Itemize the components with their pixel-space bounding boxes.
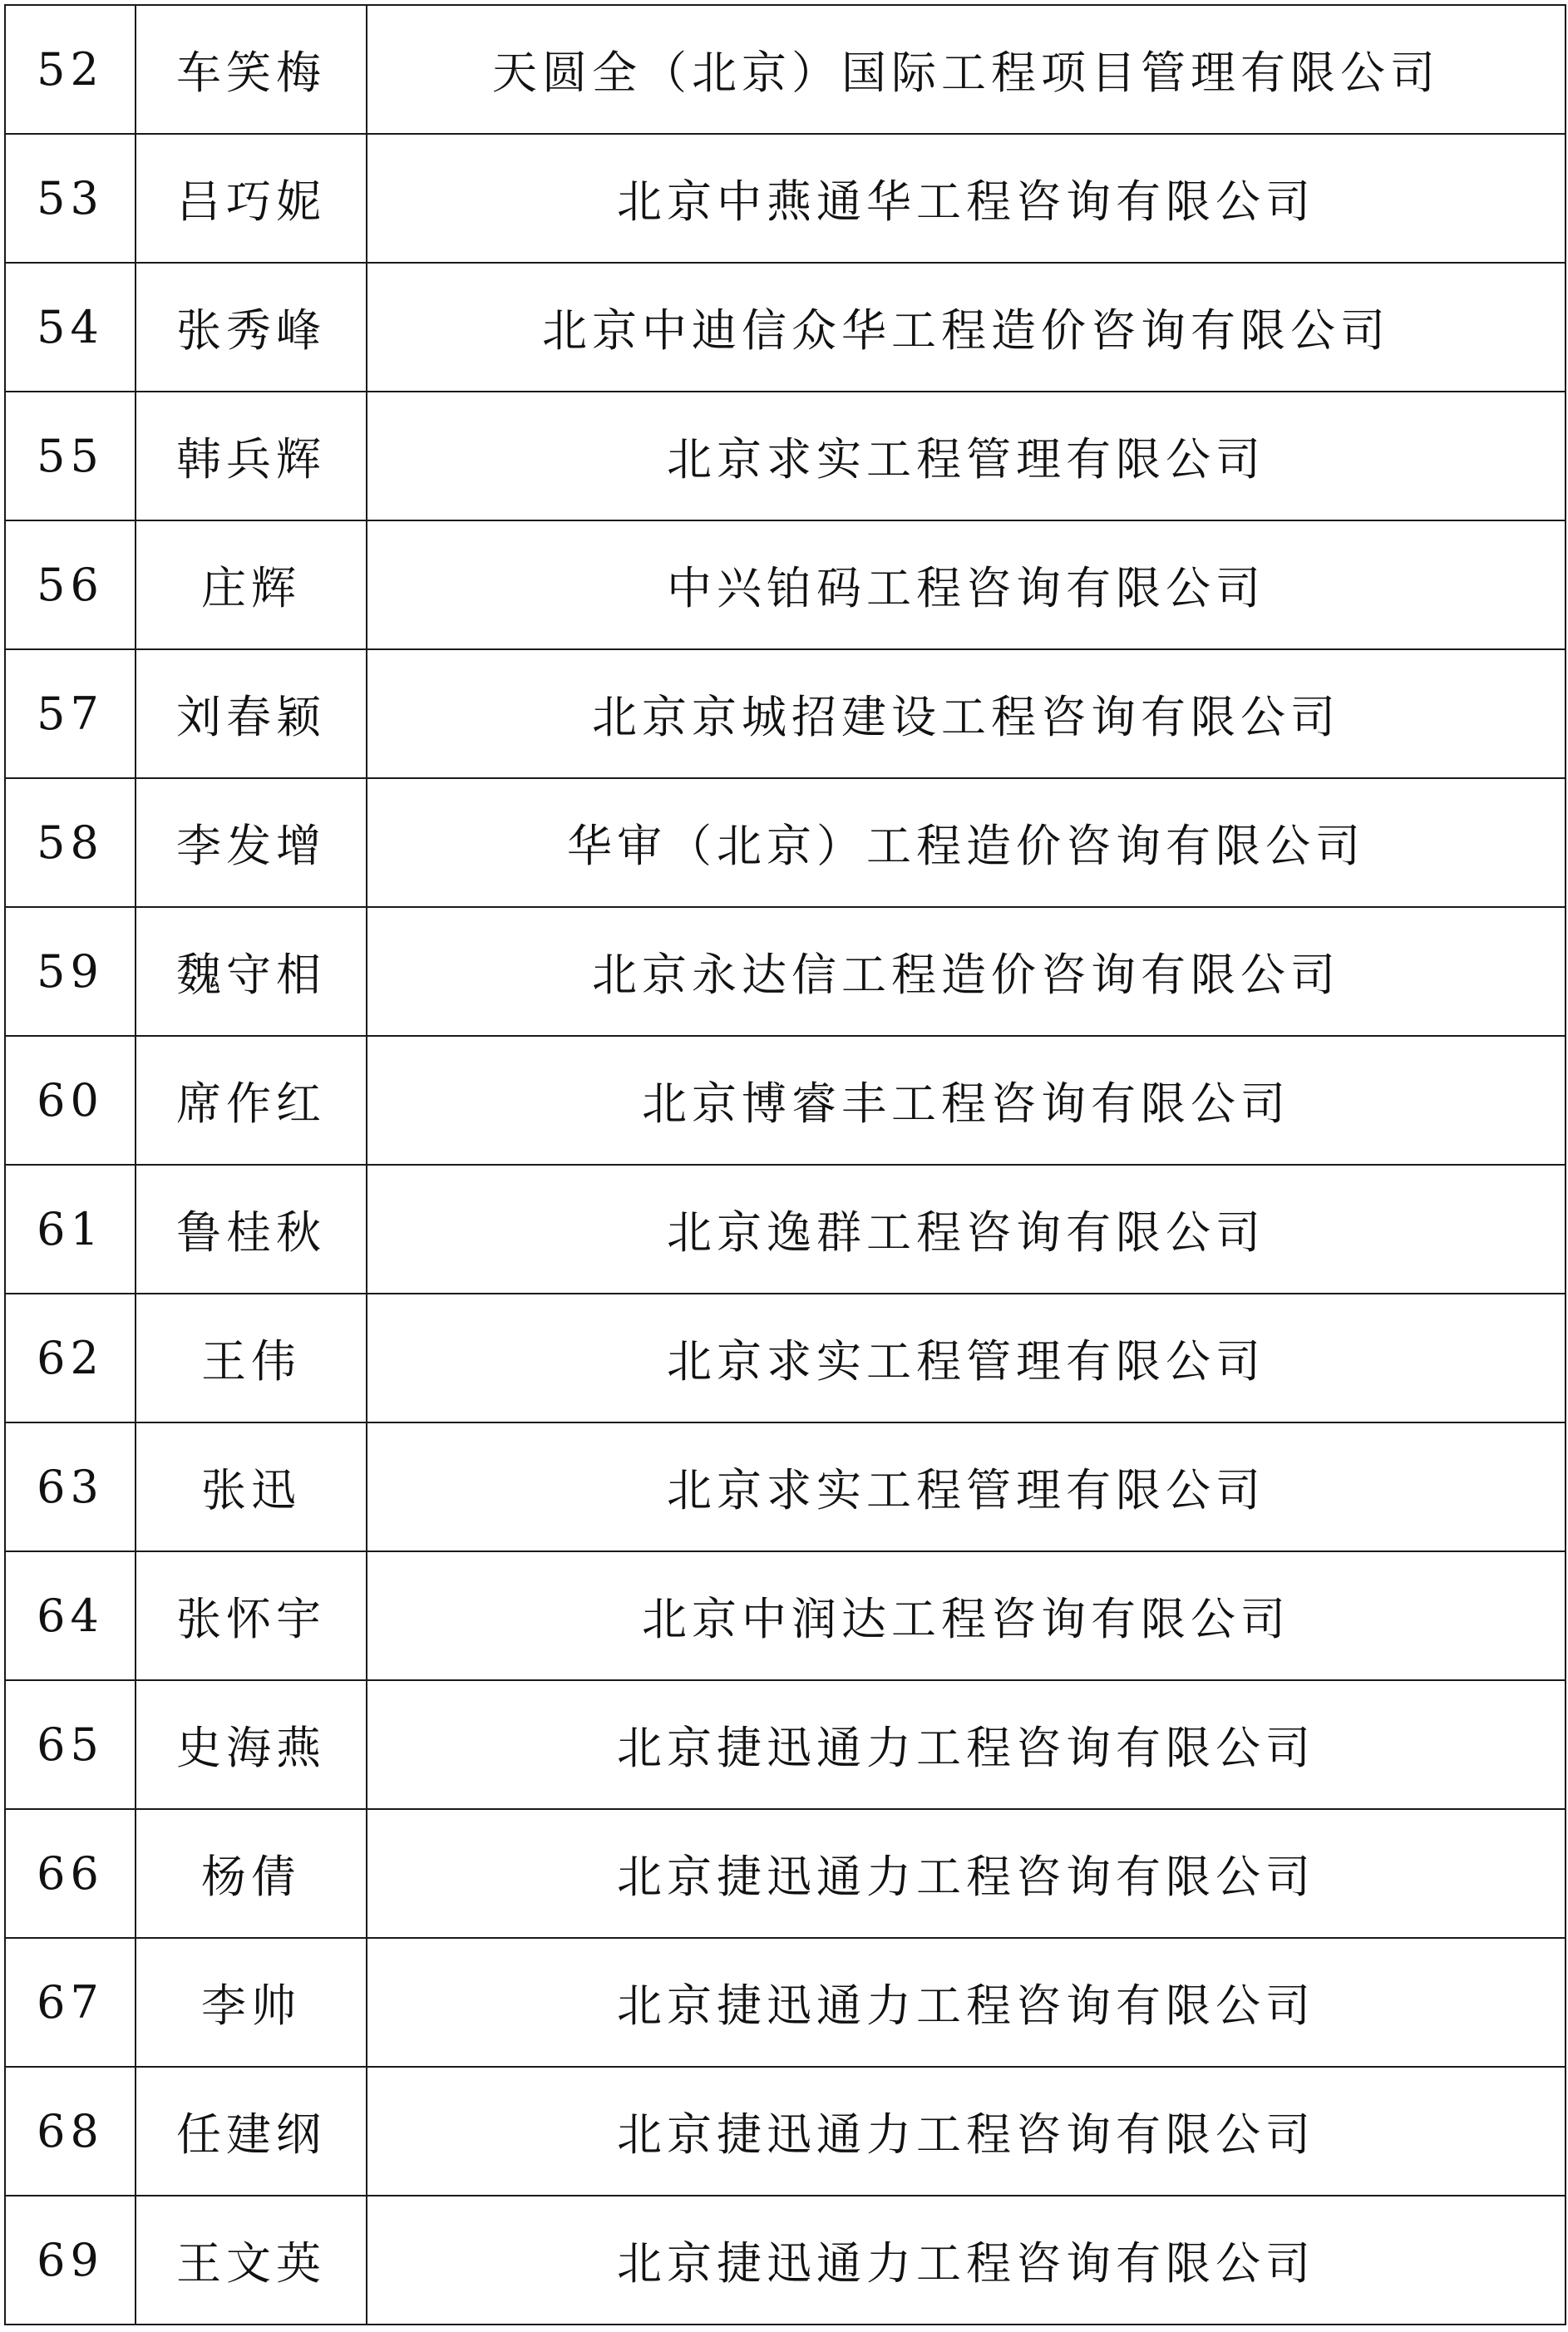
table-row bbox=[5, 649, 1566, 778]
company-name: 北京永达信工程造价咨询有限公司 bbox=[367, 907, 1566, 1036]
roster-table-body bbox=[5, 5, 1566, 2325]
person-name: 王伟 bbox=[136, 1294, 367, 1422]
table-row bbox=[5, 1680, 1566, 1809]
table-row bbox=[5, 2196, 1566, 2325]
company-name: 北京捷迅通力工程咨询有限公司 bbox=[367, 1809, 1566, 1938]
person-name: 魏守相 bbox=[136, 907, 367, 1036]
row-number: 53 bbox=[5, 134, 136, 263]
person-name: 杨倩 bbox=[136, 1809, 367, 1938]
company-name: 北京求实工程管理有限公司 bbox=[367, 1422, 1566, 1551]
row-number: 66 bbox=[5, 1809, 136, 1938]
table-row bbox=[5, 1551, 1566, 1680]
row-number: 60 bbox=[5, 1036, 136, 1165]
person-name: 张怀宇 bbox=[136, 1551, 367, 1680]
row-number: 69 bbox=[5, 2196, 136, 2325]
row-number: 65 bbox=[5, 1680, 136, 1809]
table-row bbox=[5, 1036, 1566, 1165]
person-name: 席作红 bbox=[136, 1036, 367, 1165]
company-name: 中兴铂码工程咨询有限公司 bbox=[367, 520, 1566, 649]
person-name: 王文英 bbox=[136, 2196, 367, 2325]
row-number: 63 bbox=[5, 1422, 136, 1551]
row-number: 54 bbox=[5, 263, 136, 392]
table-row bbox=[5, 134, 1566, 263]
row-number: 57 bbox=[5, 649, 136, 778]
row-number: 56 bbox=[5, 520, 136, 649]
person-name: 鲁桂秋 bbox=[136, 1165, 367, 1294]
company-name: 北京博睿丰工程咨询有限公司 bbox=[367, 1036, 1566, 1165]
row-number: 58 bbox=[5, 778, 136, 907]
company-name: 北京捷迅通力工程咨询有限公司 bbox=[367, 2067, 1566, 2196]
company-name: 北京捷迅通力工程咨询有限公司 bbox=[367, 1680, 1566, 1809]
company-name: 北京捷迅通力工程咨询有限公司 bbox=[367, 1938, 1566, 2067]
company-name: 北京捷迅通力工程咨询有限公司 bbox=[367, 2196, 1566, 2325]
table-row bbox=[5, 778, 1566, 907]
person-name: 任建纲 bbox=[136, 2067, 367, 2196]
table-row bbox=[5, 1938, 1566, 2067]
company-name: 华审（北京）工程造价咨询有限公司 bbox=[367, 778, 1566, 907]
company-name: 北京求实工程管理有限公司 bbox=[367, 1294, 1566, 1422]
row-number: 59 bbox=[5, 907, 136, 1036]
table-row bbox=[5, 520, 1566, 649]
row-number: 61 bbox=[5, 1165, 136, 1294]
row-number: 55 bbox=[5, 392, 136, 520]
table-row bbox=[5, 1294, 1566, 1422]
table-row bbox=[5, 5, 1566, 134]
table-row bbox=[5, 907, 1566, 1036]
person-name: 李发增 bbox=[136, 778, 367, 907]
person-name: 吕巧妮 bbox=[136, 134, 367, 263]
company-name: 北京求实工程管理有限公司 bbox=[367, 392, 1566, 520]
row-number: 67 bbox=[5, 1938, 136, 2067]
row-number: 52 bbox=[5, 5, 136, 134]
row-number: 64 bbox=[5, 1551, 136, 1680]
person-name: 张迅 bbox=[136, 1422, 367, 1551]
company-name: 北京中迪信众华工程造价咨询有限公司 bbox=[367, 263, 1566, 392]
table-row bbox=[5, 2067, 1566, 2196]
person-name: 史海燕 bbox=[136, 1680, 367, 1809]
row-number: 62 bbox=[5, 1294, 136, 1422]
company-name: 北京京城招建设工程咨询有限公司 bbox=[367, 649, 1566, 778]
company-name: 天圆全（北京）国际工程项目管理有限公司 bbox=[367, 5, 1566, 134]
person-name: 韩兵辉 bbox=[136, 392, 367, 520]
company-name: 北京中燕通华工程咨询有限公司 bbox=[367, 134, 1566, 263]
company-name: 北京逸群工程咨询有限公司 bbox=[367, 1165, 1566, 1294]
roster-table bbox=[4, 4, 1566, 2325]
person-name: 李帅 bbox=[136, 1938, 367, 2067]
person-name: 车笑梅 bbox=[136, 5, 367, 134]
row-number: 68 bbox=[5, 2067, 136, 2196]
person-name: 庄辉 bbox=[136, 520, 367, 649]
company-name: 北京中润达工程咨询有限公司 bbox=[367, 1551, 1566, 1680]
table-row bbox=[5, 1809, 1566, 1938]
person-name: 张秀峰 bbox=[136, 263, 367, 392]
table-row bbox=[5, 1422, 1566, 1551]
table-row bbox=[5, 1165, 1566, 1294]
person-name: 刘春颖 bbox=[136, 649, 367, 778]
table-row bbox=[5, 392, 1566, 520]
table-row bbox=[5, 263, 1566, 392]
